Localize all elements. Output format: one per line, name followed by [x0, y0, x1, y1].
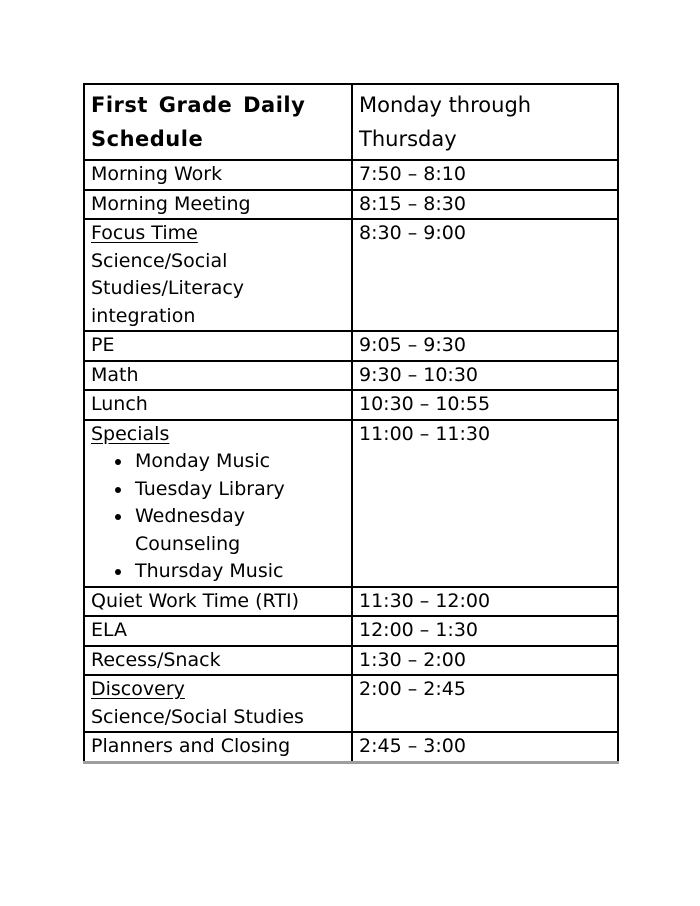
activity-label: Math — [91, 363, 139, 386]
time-cell — [352, 361, 618, 391]
time-cell — [352, 587, 618, 617]
activity-label: Quiet Work Time (RTI) — [91, 589, 299, 612]
activity-label: ELA — [91, 619, 128, 641]
bullet-item: • Thursday Music — [133, 558, 298, 586]
bullet-item: • Wednesday Counseling — [133, 503, 298, 558]
time-label: 7:50 – 8:10 — [359, 163, 466, 185]
time-label: 9:05 – 9:30 — [359, 334, 466, 356]
activity-cell — [84, 675, 352, 732]
table-row — [84, 331, 618, 361]
activity-title: Focus Time — [91, 222, 198, 244]
activity-label: Recess/Snack — [91, 648, 221, 671]
bullet-item: • Monday Music — [133, 448, 298, 476]
time-label: 1:30 – 2:00 — [359, 648, 466, 671]
time-label: 8:30 – 9:00 — [359, 222, 466, 244]
time-cell — [352, 390, 618, 420]
table-row — [84, 587, 618, 617]
activity-cell — [84, 390, 352, 420]
table-row — [84, 190, 618, 220]
activity-cell — [84, 190, 352, 220]
activity-cell — [84, 616, 352, 646]
activity-label: Morning Work — [91, 163, 223, 185]
table-row — [84, 616, 618, 646]
table-row — [84, 390, 618, 420]
activity-detail: Science/Social Studies/Literacy integration — [91, 249, 245, 327]
time-cell — [352, 160, 618, 190]
activity-cell — [84, 361, 352, 391]
table-row — [84, 675, 618, 732]
daily-schedule-table — [83, 83, 619, 764]
activity-cell — [84, 160, 352, 190]
table-title: First Grade Daily Schedule — [91, 93, 306, 151]
time-cell — [352, 646, 618, 676]
activity-cell — [84, 587, 352, 617]
time-cell — [352, 616, 618, 646]
activity-label: PE — [91, 334, 115, 356]
time-cell — [352, 420, 618, 587]
specials-bullet-list — [91, 448, 345, 586]
activity-title: Discovery — [91, 678, 185, 700]
activity-label: Morning Meeting — [91, 192, 251, 215]
time-label: 8:15 – 8:30 — [359, 192, 466, 215]
time-label: 11:30 – 12:00 — [359, 589, 491, 612]
time-label: 2:45 – 3:00 — [359, 735, 466, 757]
bullet-item: • Tuesday Library — [133, 476, 298, 504]
time-cell — [352, 675, 618, 732]
activity-cell — [84, 331, 352, 361]
activity-detail: Science/Social Studies — [91, 705, 304, 728]
header-time-cell — [352, 84, 618, 160]
table-row — [84, 160, 618, 190]
time-label: 2:00 – 2:45 — [359, 678, 466, 700]
table-row — [84, 420, 618, 587]
activity-label: Lunch — [91, 393, 148, 415]
days-range-label: Monday through Thursday — [359, 93, 532, 151]
header-activity-cell — [84, 84, 352, 160]
time-cell — [352, 190, 618, 220]
time-label: 11:00 – 11:30 — [359, 422, 491, 445]
activity-label: Planners and Closing — [91, 735, 291, 757]
activity-cell — [84, 646, 352, 676]
header-row — [84, 84, 618, 160]
table-row — [84, 219, 618, 331]
activity-cell — [84, 732, 352, 762]
table-row — [84, 361, 618, 391]
time-cell — [352, 331, 618, 361]
time-label: 10:30 – 10:55 — [359, 393, 491, 415]
time-label: 9:30 – 10:30 — [359, 363, 479, 386]
time-cell — [352, 732, 618, 762]
activity-title: Specials — [91, 422, 170, 445]
table-row — [84, 732, 618, 762]
time-cell — [352, 219, 618, 331]
activity-cell — [84, 219, 352, 331]
activity-cell — [84, 420, 352, 587]
time-label: 12:00 – 1:30 — [359, 619, 479, 641]
table-row — [84, 646, 618, 676]
